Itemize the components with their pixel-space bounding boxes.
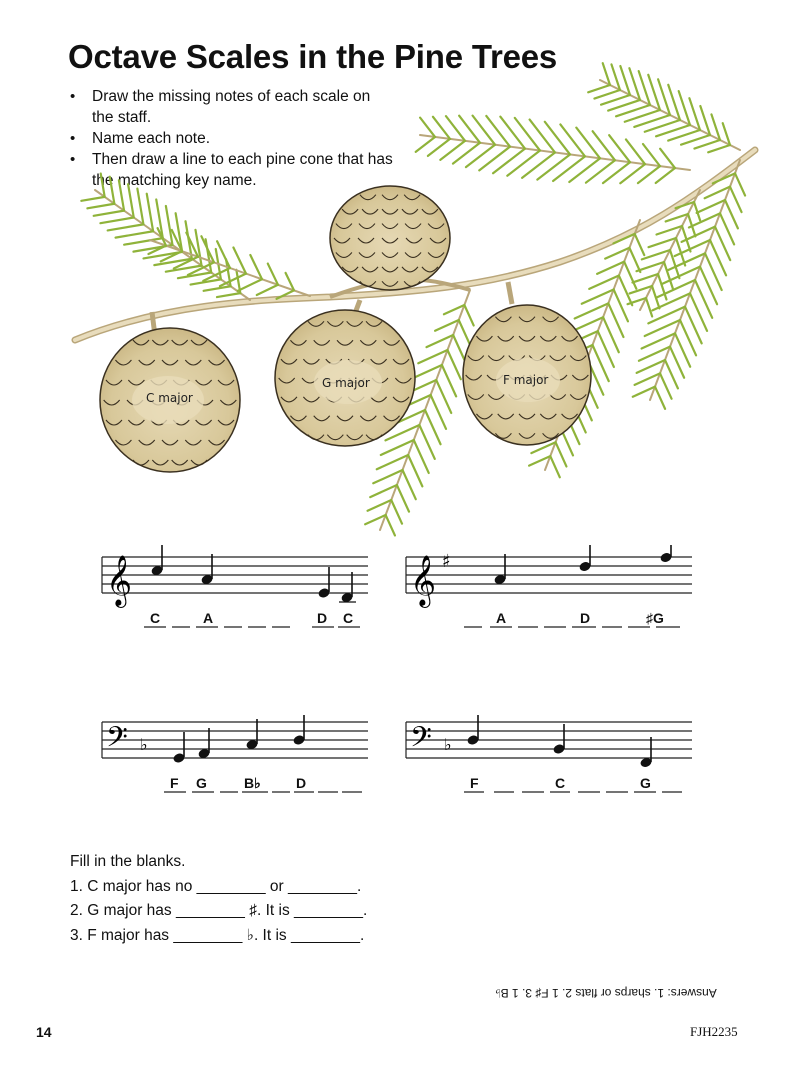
pine-cone-top bbox=[330, 186, 450, 290]
cone-label-c-major: C major bbox=[146, 391, 193, 405]
treble-clef-icon: 𝄞 bbox=[106, 555, 133, 606]
staff-3 bbox=[100, 710, 370, 800]
instruction-item: • Then draw a line to each pine cone that has the matching key name. bbox=[66, 149, 396, 191]
staff-2 bbox=[404, 545, 694, 635]
sharp-icon: ♯ bbox=[442, 551, 451, 572]
pine-cone-f-major[interactable] bbox=[463, 282, 591, 445]
note-name: G bbox=[640, 775, 651, 791]
staff-1 bbox=[100, 545, 370, 635]
staff-4 bbox=[404, 710, 694, 800]
fill-in-question[interactable]: 3. F major has ________ ♭. It is ________. bbox=[70, 926, 365, 944]
book-code: FJH2235 bbox=[690, 1024, 738, 1039]
bass-clef-icon: 𝄢 bbox=[410, 721, 432, 761]
note-name: F bbox=[470, 775, 479, 791]
cone-label-f-major: F major bbox=[503, 373, 549, 387]
note-name: D bbox=[580, 610, 591, 626]
page-number: 14 bbox=[36, 1024, 52, 1040]
page-title: Octave Scales in the Pine Trees bbox=[68, 38, 558, 75]
fill-in-section bbox=[70, 850, 367, 948]
note-name: C bbox=[555, 775, 566, 791]
note-name: C bbox=[150, 610, 161, 626]
note-name: ♯G bbox=[646, 610, 664, 626]
flat-icon: ♭ bbox=[140, 735, 148, 754]
note-name: F bbox=[170, 775, 179, 791]
note-name: B♭ bbox=[244, 775, 261, 791]
pine-cone-c-major[interactable] bbox=[100, 312, 240, 472]
fill-in-question[interactable]: 1. C major has no ________ or ________. bbox=[70, 877, 362, 895]
fill-in-question[interactable]: 2. G major has ________ ♯. It is ________. bbox=[70, 902, 368, 919]
treble-clef-icon: 𝄞 bbox=[410, 555, 437, 606]
pine-cone-g-major[interactable] bbox=[275, 300, 415, 446]
note-name: G bbox=[196, 775, 207, 791]
note-name: C bbox=[343, 610, 354, 626]
instruction-item: • Draw the missing notes of each scale on the staff. bbox=[66, 86, 396, 128]
flat-icon: ♭ bbox=[444, 735, 452, 754]
upside-down-answers: Answers: 1. sharps or flats 2. 1 F♯ 3. 1 B♭ bbox=[495, 986, 717, 1000]
cone-label-g-major: G major bbox=[322, 376, 370, 390]
instruction-item: • Name each note. bbox=[66, 128, 396, 149]
note-name: A bbox=[496, 610, 507, 626]
fill-in-heading: Fill in the blanks. bbox=[70, 853, 186, 870]
bass-clef-icon: 𝄢 bbox=[106, 721, 128, 761]
note-name: D bbox=[296, 775, 307, 791]
note-name: A bbox=[203, 610, 214, 626]
note-name: D bbox=[317, 610, 328, 626]
